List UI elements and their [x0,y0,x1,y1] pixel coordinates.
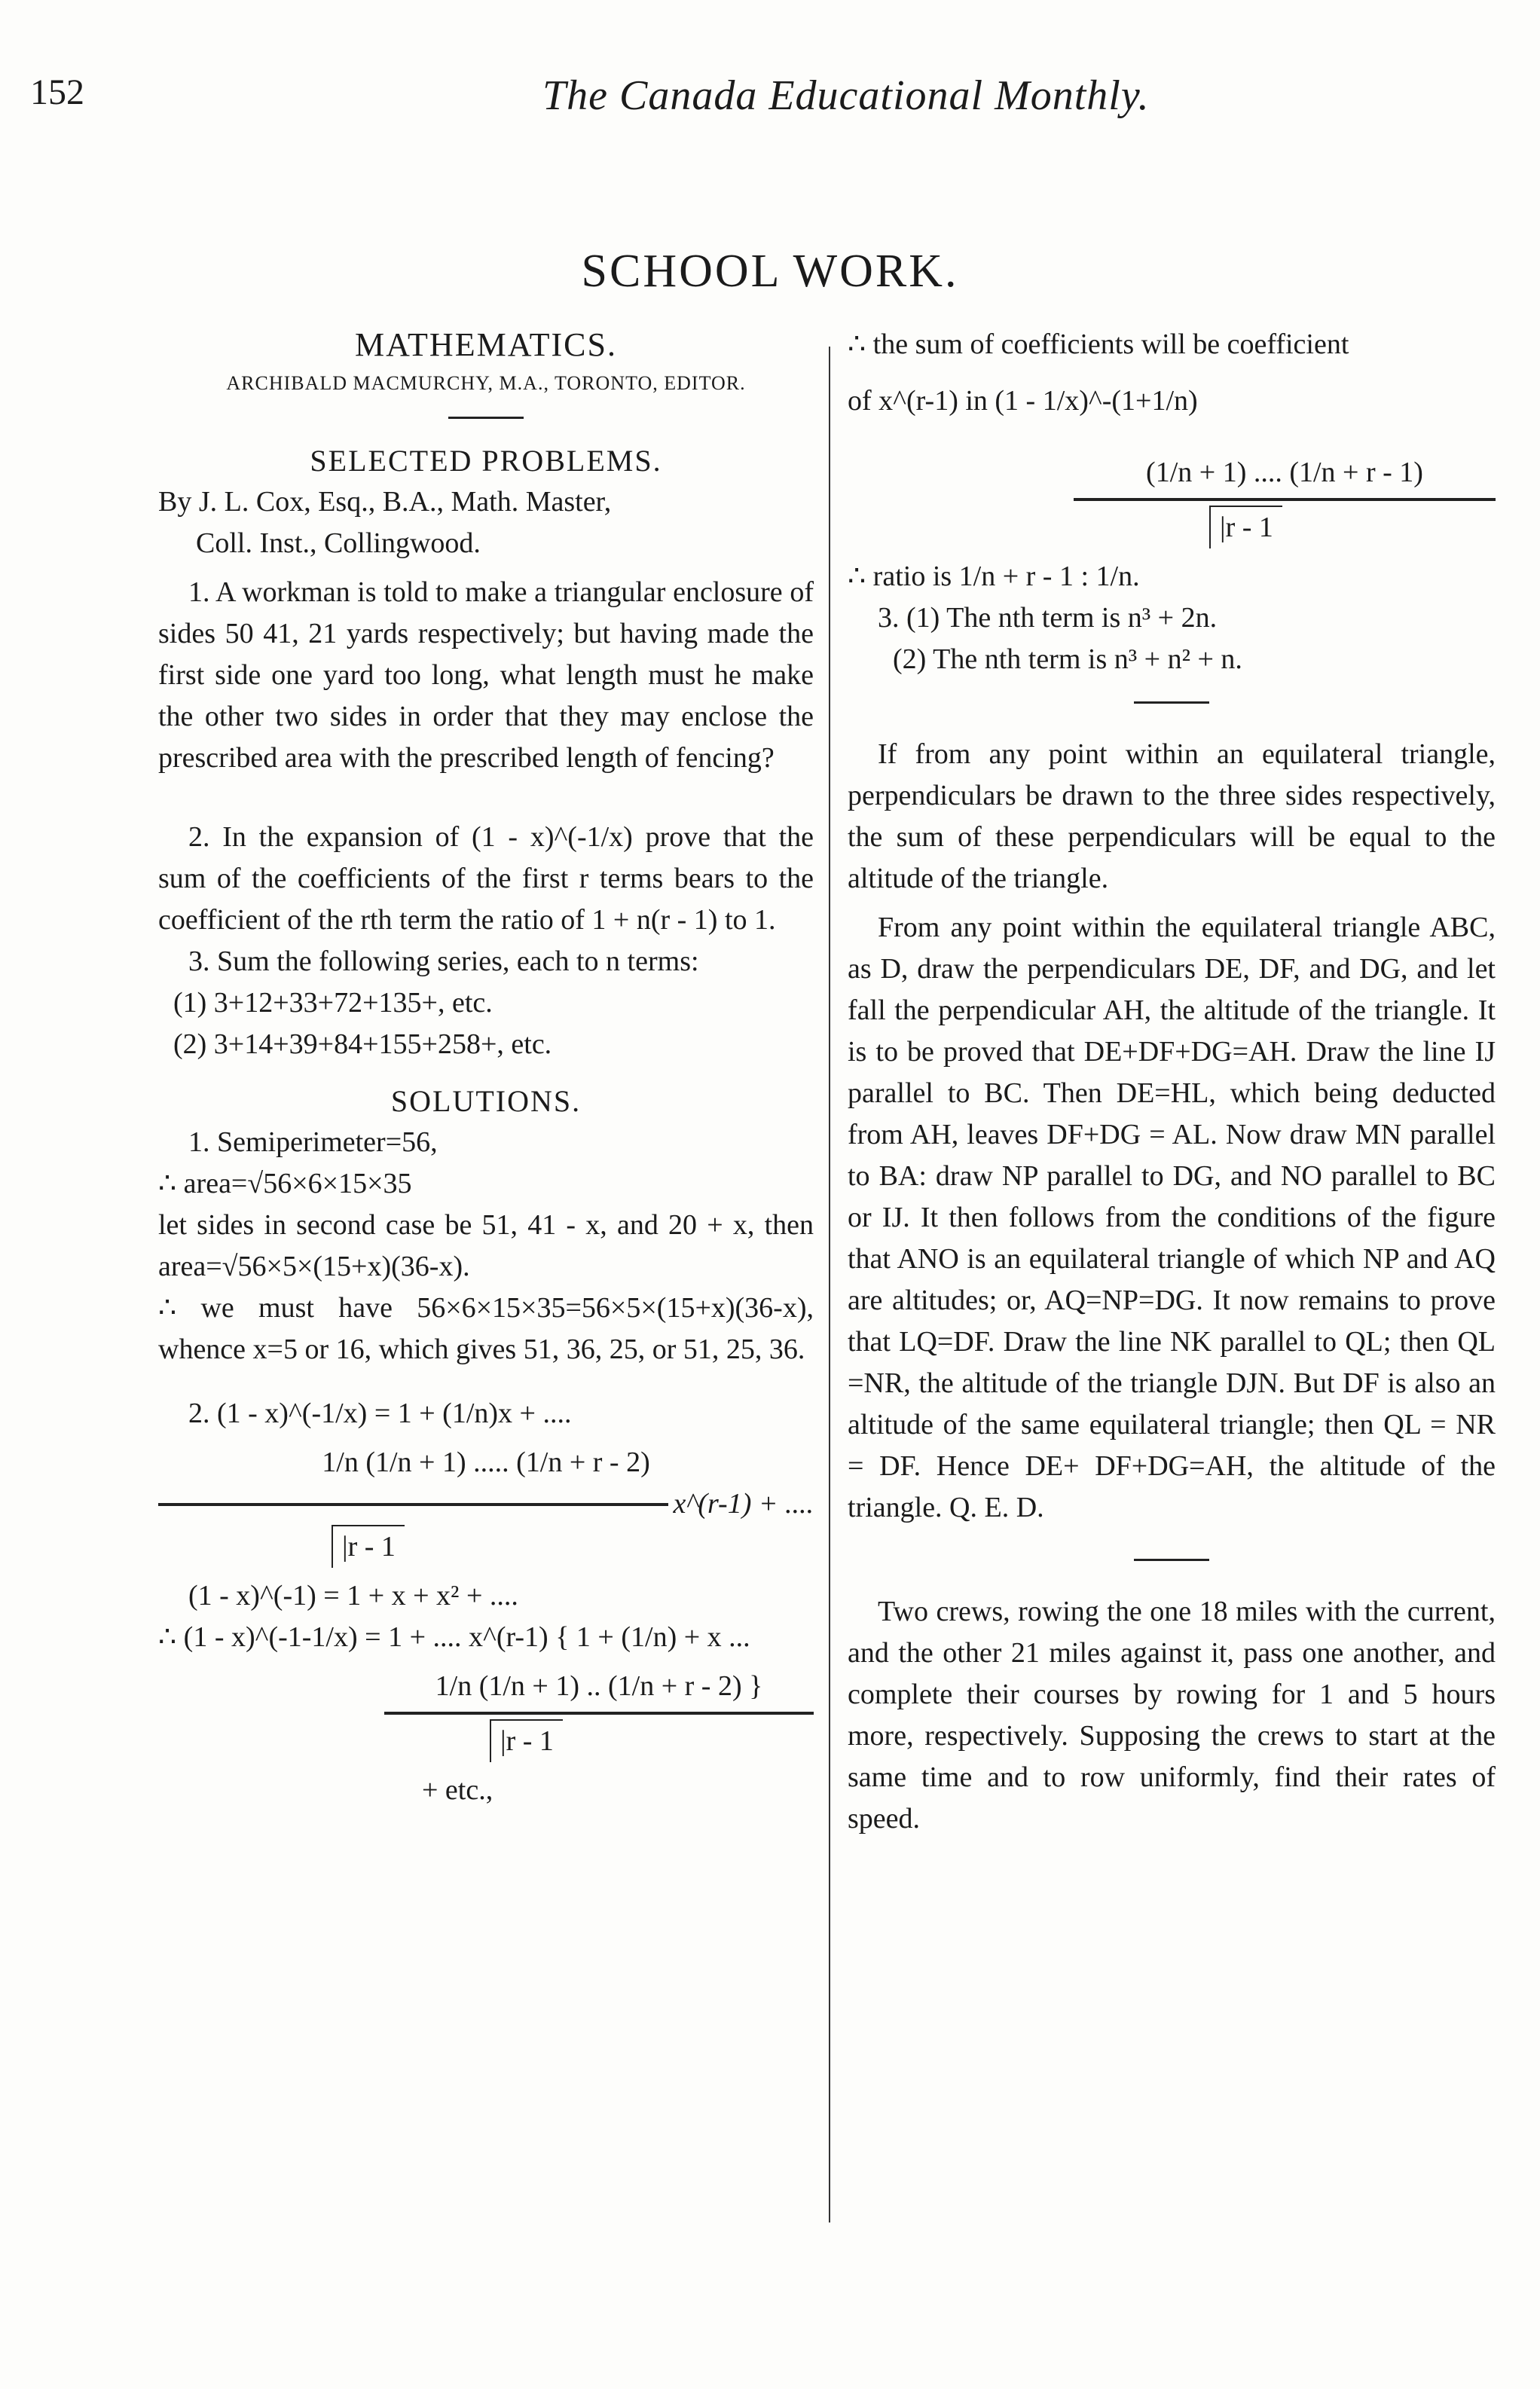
byline-2: Coll. Inst., Collingwood. [196,527,481,559]
solution-2-d: ∴ (1 - x)^(-1-1/x) = 1 + .... x^(r-1) { 1 + (1/n) + x ... [158,1621,750,1653]
fraction-denominator: |r - 1 [332,1525,405,1568]
solution-2-a: 2. (1 - x)^(-1/x) = 1 + (1/n)x + .... [188,1398,572,1429]
byline-1: By J. L. Cox, Esq., B.A., Math. Master, [158,486,612,518]
crews-problem: Two crews, rowing the one 18 miles with the current, and the other 21 miles against it, pass one another, and complete their courses by rowing for 1 and 5 hours more, respectively. Supposing the crews to start at the same time and to row uniformly, find their rates of speed. [848,1596,1496,1835]
section-title: SCHOOL WORK. [581,246,959,297]
problem-3-intro: 3. Sum the following series, each to n terms: [188,946,699,977]
solution-1-a: 1. Semiperimeter=56, [188,1126,438,1158]
right-fraction [848,452,1496,548]
journal-title: The Canada Educational Monthly. [542,72,1150,119]
fraction-numerator: (1/n + 1) .... (1/n + r - 1) [1146,457,1423,488]
divider-rule [1134,701,1209,704]
selected-problems-heading: SELECTED PROBLEMS. [310,444,662,478]
fraction-denominator: |r - 1 [1209,506,1282,548]
solution-1-b: ∴ area=√56×6×15×35 [158,1168,412,1199]
fraction-bar [384,1712,814,1715]
fraction-bar [1074,498,1496,501]
divider-rule [448,417,524,419]
left-column [158,324,814,1811]
solution-2-f: + etc., [422,1774,493,1806]
column-divider [829,347,830,2223]
solution-1-c: let sides in second case be 51, 41 - x, and 20 + x, then area=√56×5×(15+x)(36-x). [158,1209,814,1282]
fraction-bar [158,1503,668,1506]
problem-2: 2. In the expansion of (1 - x)^(-1/x) prove that the sum of the coefficients of the first r terms bears to the coefficient of the rth term the ratio of 1 + n(r - 1) to 1. [158,821,814,936]
fraction-numerator: 1/n (1/n + 1) ..... (1/n + r - 2) [322,1447,650,1478]
solutions-heading: SOLUTIONS. [390,1084,582,1118]
solution-2-c: (1 - x)^(-1) = 1 + x + x² + .... [188,1580,518,1612]
problem-3-2: (2) 3+14+39+84+155+258+, etc. [173,1028,552,1060]
mathematics-heading: MATHEMATICS. [355,326,617,363]
fraction-denominator: |r - 1 [490,1719,563,1762]
right-column [848,324,1496,1840]
theorem-paragraph: If from any point within an equilateral triangle, perpendiculars be drawn to the three sides respectively, the sum of these perpendiculars will be equal to the altitude of the triangle. [848,738,1496,894]
right-line-1: ∴ the sum of coefficients will be coefficient [848,328,1349,360]
solution-2-fraction-2 [158,1666,814,1762]
problem-1: 1. A workman is told to make a triangular enclosure of sides 50 41, 21 yards respectively; but having made the first side one yard too long, what length must he make the other two sides in order that they may enclose the prescribed area with the prescribed length of fencing? [158,576,814,774]
solution-2-fraction-1 [158,1442,814,1568]
right-line-4: ∴ ratio is 1/n + r - 1 : 1/n. [848,561,1140,592]
solution-1-d: ∴ we must have 56×6×15×35=56×5×(15+x)(36-x), whence x=5 or 16, which gives 51, 36, 25, or 51, 25, 36. [158,1292,814,1365]
fraction-tail: x^(r-1) + .... [673,1488,814,1520]
right-line-5: 3. (1) The nth term is n³ + 2n. [878,602,1218,634]
right-line-2: of x^(r-1) in (1 - 1/x)^-(1+1/n) [848,385,1198,417]
divider-rule [1134,1559,1209,1561]
running-head [30,72,1529,132]
fraction-numerator: 1/n (1/n + 1) .. (1/n + r - 2) } [435,1670,763,1702]
page-number: 152 [30,72,84,112]
proof-paragraph: From any point within the equilateral triangle ABC, as D, draw the perpendiculars DE, DF, and DG, and let fall the perpendicular AH, the altitude of the triangle. It is to be proved that DE+DF+DG=AH. Draw the line IJ parallel to BC. Then DE=HL, which being deducted from AH, leaves DF+DG = AL. Now draw MN parallel to BA: draw NP parallel to DG, and NO parallel to BC or IJ. It then follows from the conditions of the figure that ANO is an equilateral triangle of which NP and AQ are altitudes; or, AQ=NP=DG. It now remains to prove that LQ=DF. Draw the line NK parallel to QL; then QL =NR, the altitude of the triangle DJN. But DF is also an altitude of the same equilateral triangle; then QL = NR = DF. Hence DE+ DF+DG=AH, the altitude of the triangle. Q. E. D. [848,912,1496,1523]
editor-line: ARCHIBALD MACMURCHY, M.A., TORONTO, EDITOR. [226,372,746,394]
right-line-6: (2) The nth term is n³ + n² + n. [893,643,1242,675]
problem-3-1: (1) 3+12+33+72+135+, etc. [173,987,493,1019]
